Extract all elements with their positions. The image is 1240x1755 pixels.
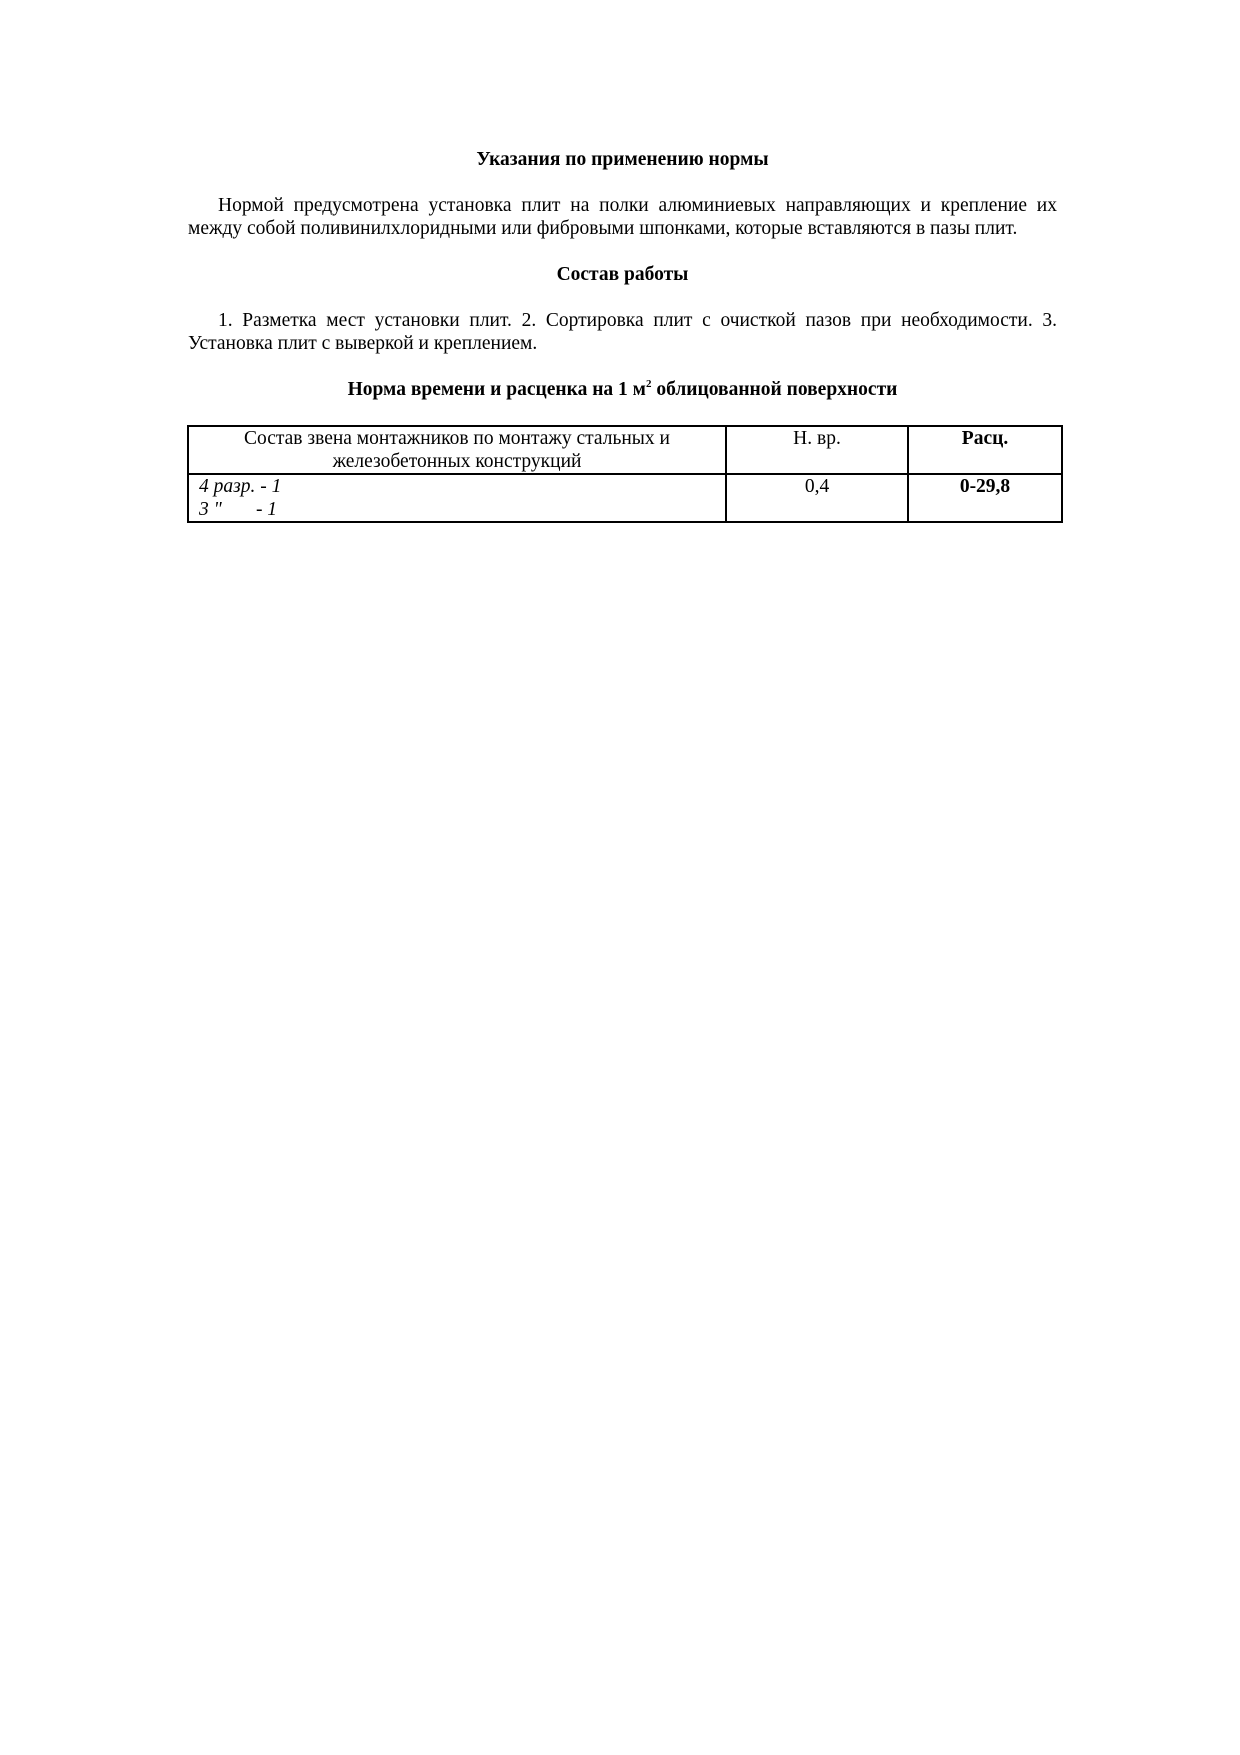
norm-time-cell: 0,4: [726, 474, 908, 522]
table-header-row: [188, 426, 1062, 474]
crew-cell: [188, 474, 726, 522]
crew-line: 3 " - 1: [199, 499, 278, 520]
rate-cell: 0-29,8: [908, 474, 1062, 522]
section-title-application: Указания по применению нормы: [476, 149, 769, 170]
norm-title-text: Норма времени и расценка на 1 м: [347, 379, 646, 400]
work-composition-paragraph: 1. Разметка мест установки плит. 2. Сортировка плит с очисткой пазов при необходимости. 3. Установка плит с выверкой и креплением.: [188, 310, 1057, 354]
header-rate: Расц.: [908, 426, 1062, 474]
crew-line: 4 разр. - 1: [199, 476, 282, 497]
norm-title-superscript: 2: [645, 377, 652, 390]
section-title-norm: [188, 378, 1057, 401]
header-norm-time: Н. вр.: [726, 426, 908, 474]
document-content: [188, 148, 1057, 523]
table-row: [188, 474, 1062, 522]
application-paragraph: Нормой предусмотрена установка плит на полки алюминиевых направляющих и крепление их между собой поливинилхлоридными или фибровыми шпонками, которые вставляются в пазы плит.: [188, 195, 1057, 239]
norm-table: [187, 425, 1063, 523]
norm-title-text-end: облицованной поверхности: [651, 379, 898, 400]
section-title-work-composition: Состав работы: [556, 264, 689, 285]
header-crew: Состав звена монтажников по монтажу стальных и железобетонных конструкций: [188, 426, 726, 474]
